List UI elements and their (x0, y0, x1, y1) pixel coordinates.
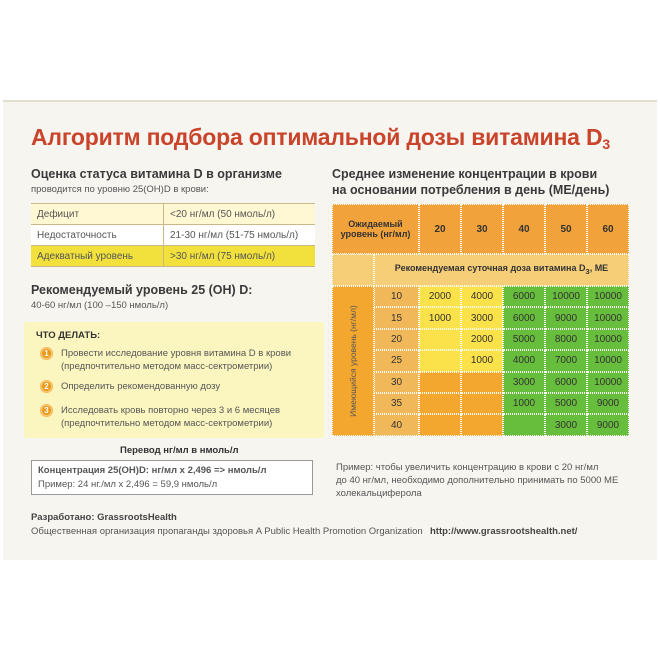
dose-cell: 3000 (545, 414, 587, 435)
target-level: 30 (461, 204, 503, 254)
dose-label: Рекомендуемая суточная доза витамина D (394, 263, 586, 274)
page-title: Алгоритм подбора оптимальной дозы витамина $D_3$ (31, 124, 610, 152)
current-level: 30 (374, 372, 419, 393)
conversion-formula: Концентрация 25(ОН)D: нг/мл х 2,496 => нмоль/л (38, 465, 267, 476)
current-level: 40 (374, 414, 419, 435)
dose-cell: 10000 (587, 350, 629, 371)
dose-cell: 10000 (545, 286, 587, 307)
website-link[interactable]: http://www.grassrootshealth.net/ (430, 526, 578, 537)
status-value: 21-30 нг/мл (51-75 нмоль/л) (164, 225, 316, 246)
todo-step (40, 404, 280, 430)
current-level: 10 (374, 286, 419, 307)
dose-cell: 3000 (461, 307, 503, 328)
dose-table (332, 204, 629, 436)
dose-cell (461, 372, 503, 393)
todo-heading: ЧТО ДЕЛАТЬ: (36, 330, 101, 341)
example-line: Пример: чтобы увеличить концентрацию в крови с 20 нг/мл (336, 462, 599, 473)
current-level: 35 (374, 393, 419, 414)
dose-cell: 4000 (503, 350, 545, 371)
dose-cell: 10000 (587, 307, 629, 328)
dose-cell: 2000 (419, 286, 461, 307)
dose-cell: 9000 (587, 393, 629, 414)
table-row (31, 246, 315, 267)
dose-heading-line: Среднее изменение концентрации в крови (332, 167, 598, 181)
current-level: 20 (374, 329, 419, 350)
status-note: проводится по уровню 25(ОН)D в крови: (31, 184, 209, 195)
dose-cell: 10000 (587, 329, 629, 350)
dose-cell (419, 372, 461, 393)
dose-cell: 4000 (461, 286, 503, 307)
organization: Общественная организация пропаганды здоровья A Public Health Promotion Organization (31, 526, 423, 537)
dose-heading (332, 166, 609, 198)
dose-unit: , МЕ (589, 263, 609, 274)
table-row (31, 225, 315, 246)
current-level-label: Имеющийся уровень (нг/мл) (348, 305, 358, 417)
status-value: >30 нг/мл (75 нмоль/л) (164, 246, 316, 267)
dose-cell (419, 329, 461, 350)
corner-header: Ожидаемый уровень (нг/мл) (332, 204, 419, 254)
dose-cell: 9000 (545, 307, 587, 328)
conversion-title: Перевод нг/мл в нмоль/л (120, 445, 239, 456)
todo-box (24, 322, 324, 438)
recommended-value: 40-60 нг/мл (100 –150 нмоль/л) (31, 300, 169, 311)
dose-cell: 10000 (587, 286, 629, 307)
status-value: <20 нг/мл (50 нмоль/л) (164, 204, 316, 225)
status-table (31, 203, 315, 267)
dose-cell (461, 414, 503, 435)
target-level: 60 (587, 204, 629, 254)
step-number: 3 (40, 404, 53, 417)
current-level: 25 (374, 350, 419, 371)
todo-step (40, 380, 220, 393)
dose-cell: 2000 (461, 329, 503, 350)
conversion-example: Пример: 24 нг./мл х 2,496 = 59,9 нмоль/л (38, 479, 218, 490)
status-label: Адекватный уровень (31, 246, 164, 267)
dose-cell (419, 414, 461, 435)
dose-cell: 6000 (503, 286, 545, 307)
dose-subheader-spacer (332, 254, 374, 286)
table-row (31, 204, 315, 225)
step-text: Провести исследование уровня витамина D в крови (61, 348, 292, 359)
dose-cell: 10000 (587, 372, 629, 393)
recommended-heading: Рекомендуемый уровень 25 (ОН) D: (31, 283, 253, 297)
dose-cell: 1000 (503, 393, 545, 414)
dose-cell: 6000 (545, 372, 587, 393)
dose-cell: 7000 (545, 350, 587, 371)
dose-cell: 8000 (545, 329, 587, 350)
example-line: до 40 нг/мл, необходимо дополнительно принимать по 5000 МЕ (336, 475, 619, 486)
dose-cell: 1000 (419, 307, 461, 328)
dose-label-sub: 3 (585, 266, 590, 276)
dose-cell (419, 350, 461, 371)
current-level: 15 (374, 307, 419, 328)
conversion-box (31, 460, 313, 495)
current-level-label-cell (332, 286, 374, 436)
step-text: Исследовать кровь повторно через 3 и 6 месяцев (61, 405, 281, 416)
target-level: 50 (545, 204, 587, 254)
dose-cell: 6000 (503, 307, 545, 328)
dose-cell: 1000 (461, 350, 503, 371)
dose-cell: 5000 (503, 329, 545, 350)
target-level: 40 (503, 204, 545, 254)
dose-cell: 3000 (503, 372, 545, 393)
step-number: 1 (40, 347, 53, 360)
dose-heading-line: на основании потребления в день (МЕ/день) (332, 183, 610, 197)
step-text: (предпочтительно методом масс-сектрометрии) (61, 361, 273, 372)
example-line: холекальциферола (336, 488, 422, 499)
step-text: Определить рекомендованную дозу (61, 381, 221, 392)
developed-by: Разработано: GrassrootsHealth (31, 512, 177, 523)
dose-cell (503, 414, 545, 435)
dose-cell (461, 393, 503, 414)
step-text: (предпочтительно методом масс-сектрометрии) (61, 418, 273, 429)
step-number: 2 (40, 380, 53, 393)
dose-cell: 9000 (587, 414, 629, 435)
status-heading: Оценка статуса витамина D в организме (31, 167, 282, 181)
status-label: Дефицит (31, 204, 164, 225)
target-level: 20 (419, 204, 461, 254)
todo-step (40, 347, 291, 373)
dose-cell (419, 393, 461, 414)
dose-cell: 5000 (545, 393, 587, 414)
dose-subheader (374, 254, 629, 286)
status-label: Недостаточность (31, 225, 164, 246)
